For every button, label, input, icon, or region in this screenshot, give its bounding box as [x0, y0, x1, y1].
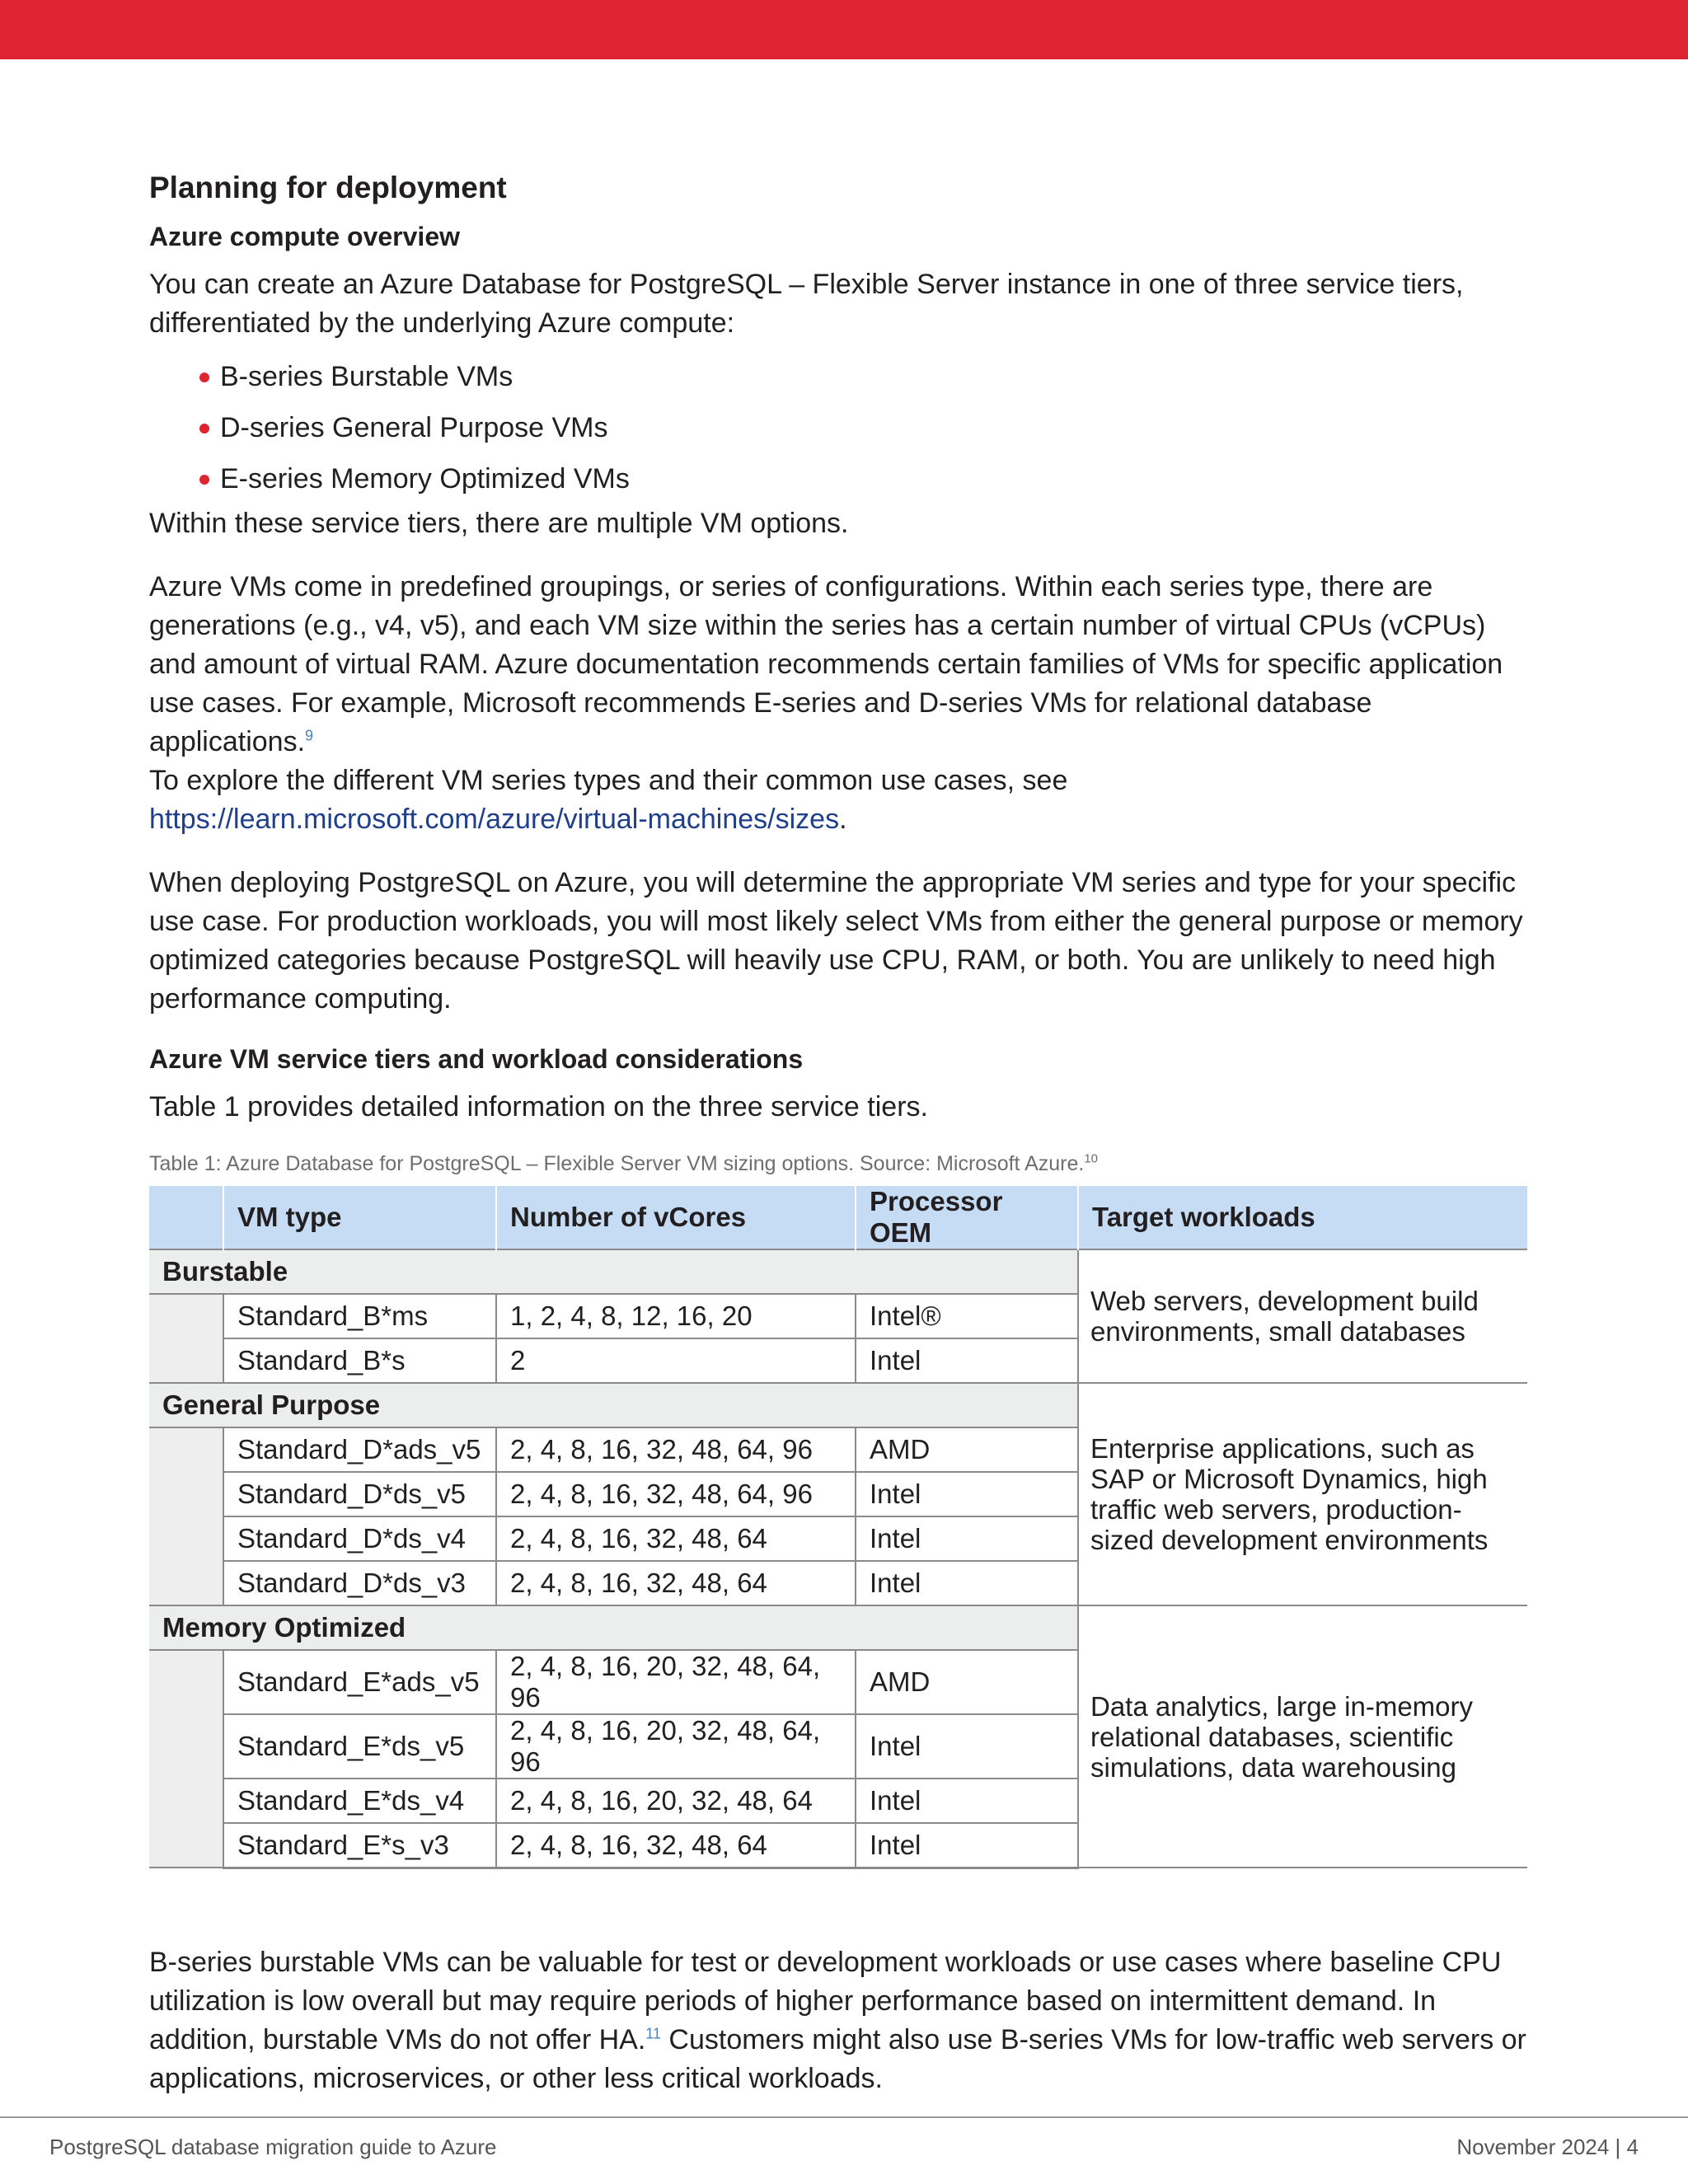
vm-type-cell: Standard_E*ads_v5 [223, 1650, 496, 1714]
page-number: 4 [1626, 2135, 1639, 2159]
oem-cell: Intel [856, 1516, 1078, 1561]
list-item: B-series Burstable VMs [149, 351, 1527, 402]
group-row [149, 1383, 1527, 1427]
vm-type-cell: Standard_B*s [223, 1338, 496, 1383]
service-tier-list [149, 351, 1527, 504]
oem-cell: AMD [856, 1427, 1078, 1472]
footnote-ref[interactable]: 9 [305, 727, 314, 744]
sizes-link[interactable]: https://learn.microsoft.com/azure/virtual-machines/sizes [149, 804, 840, 835]
vm-type-cell: Standard_D*ds_v4 [223, 1516, 496, 1561]
group-row [149, 1605, 1527, 1650]
vm-type-cell: Standard_E*ds_v4 [223, 1779, 496, 1823]
group-row [149, 1249, 1527, 1294]
footer-page-info [1456, 2135, 1639, 2160]
vm-type-cell: Standard_E*s_v3 [223, 1823, 496, 1868]
target-workloads: Data analytics, large in-memory relational databases, scientific simulations, data warehousing [1078, 1605, 1527, 1868]
subheading-service-tiers: Azure VM service tiers and workload considerations [149, 1044, 804, 1074]
vcores-cell: 2 [496, 1338, 856, 1383]
target-workloads: Web servers, development build environments, small databases [1078, 1249, 1527, 1383]
vm-type-cell: Standard_B*ms [223, 1294, 496, 1338]
footnote-ref[interactable]: 10 [1084, 1151, 1099, 1166]
page-content [149, 169, 1527, 2098]
header-bar [0, 0, 1688, 59]
vcores-cell: 2, 4, 8, 16, 32, 48, 64, 96 [496, 1427, 856, 1472]
footnote-ref[interactable]: 11 [645, 2025, 661, 2042]
vcores-cell: 2, 4, 8, 16, 32, 48, 64 [496, 1561, 856, 1605]
oem-cell: AMD [856, 1650, 1078, 1714]
footer-date: November 2024 [1456, 2135, 1610, 2159]
group-name: Burstable [149, 1249, 1078, 1294]
vcores-cell: 1, 2, 4, 8, 12, 16, 20 [496, 1294, 856, 1338]
burstable-paragraph: B-series burstable VMs can be valuable for test or development workloads or use cases where baseline CPU utilization is low overall but may require periods of higher performance based on intermittent demand. In addition, burstable VMs do not offer HA.$^{11}$ Customers might also use B-series VMs for low-traffic web servers or applications, microservices, or other less critical workloads. [149, 1946, 1526, 2094]
col-header: Target workloads [1078, 1186, 1527, 1249]
oem-cell: Intel [856, 1823, 1078, 1868]
list-item: E-series Memory Optimized VMs [149, 453, 1527, 504]
target-workloads: Enterprise applications, such as SAP or Microsoft Dynamics, high traffic web servers, production-sized development environments [1078, 1383, 1527, 1605]
oem-cell: Intel [856, 1561, 1078, 1605]
section-title: Planning for deployment [149, 171, 507, 204]
bullet-icon [199, 424, 209, 434]
vcores-cell: 2, 4, 8, 16, 20, 32, 48, 64, 96 [496, 1650, 856, 1714]
table-intro-paragraph: Table 1 provides detailed information on the three service tiers. [149, 1091, 928, 1122]
vcores-cell: 2, 4, 8, 16, 32, 48, 64 [496, 1516, 856, 1561]
vcores-cell: 2, 4, 8, 16, 32, 48, 64, 96 [496, 1472, 856, 1516]
list-item: D-series General Purpose VMs [149, 402, 1527, 453]
tiers-paragraph: Within these service tiers, there are multiple VM options. [149, 508, 849, 539]
vcores-cell: 2, 4, 8, 16, 20, 32, 48, 64 [496, 1779, 856, 1823]
footer-title: PostgreSQL database migration guide to Azure [49, 2135, 497, 2159]
bullet-icon [199, 373, 209, 382]
table-header-row [149, 1186, 1527, 1249]
intro-paragraph: You can create an Azure Database for PostgreSQL – Flexible Server instance in one of three service tiers, differentiated by the underlying Azure compute: [149, 269, 1464, 339]
series-paragraph: Azure VMs come in predefined groupings, or series of configurations. Within each series type, there are generations (e.g., v4, v5), and each VM size within the series has a certain number of virtual CPUs (vCPUs) and amount of virtual RAM. Azure documentation recommends certain families of VMs for specific application use cases. For example, Microsoft recommends E-series and D-series VMs for relational database applications.$^9$ To explore the different VM series types and their common use cases, see https://learn.microsoft.com/azure/virtual-machines/sizes. [149, 571, 1503, 835]
bullet-icon [199, 475, 209, 485]
vm-sizing-table [149, 1186, 1527, 1869]
footer-divider [0, 2116, 1688, 2118]
oem-cell: Intel [856, 1779, 1078, 1823]
deploy-paragraph: When deploying PostgreSQL on Azure, you will determine the appropriate VM series and type for your specific use case. For production workloads, you will most likely select VMs from either the general purpose or memory optimized categories because PostgreSQL will heavily use CPU, RAM, or both. You are unlikely to need high performance computing. [149, 867, 1523, 1015]
group-name: Memory Optimized [149, 1605, 1078, 1650]
table-caption: Table 1: Azure Database for PostgreSQL – Flexible Server VM sizing options. Source: Microsoft Azure.$^{10}$ [149, 1151, 1099, 1175]
vcores-cell: 2, 4, 8, 16, 32, 48, 64 [496, 1823, 856, 1868]
oem-cell: Intel [856, 1714, 1078, 1779]
group-name: General Purpose [149, 1383, 1078, 1427]
col-header: Number of vCores [496, 1186, 856, 1249]
vcores-cell: 2, 4, 8, 16, 20, 32, 48, 64, 96 [496, 1714, 856, 1779]
footer-separator: | [1609, 2135, 1627, 2159]
vm-type-cell: Standard_E*ds_v5 [223, 1714, 496, 1779]
vm-type-cell: Standard_D*ds_v3 [223, 1561, 496, 1605]
col-header: Processor OEM [856, 1186, 1078, 1249]
col-header: VM type [223, 1186, 496, 1249]
oem-cell: Intel® [856, 1294, 1078, 1338]
oem-cell: Intel [856, 1472, 1078, 1516]
subheading-compute-overview: Azure compute overview [149, 222, 460, 251]
oem-cell: Intel [856, 1338, 1078, 1383]
vm-type-cell: Standard_D*ads_v5 [223, 1427, 496, 1472]
vm-type-cell: Standard_D*ds_v5 [223, 1472, 496, 1516]
